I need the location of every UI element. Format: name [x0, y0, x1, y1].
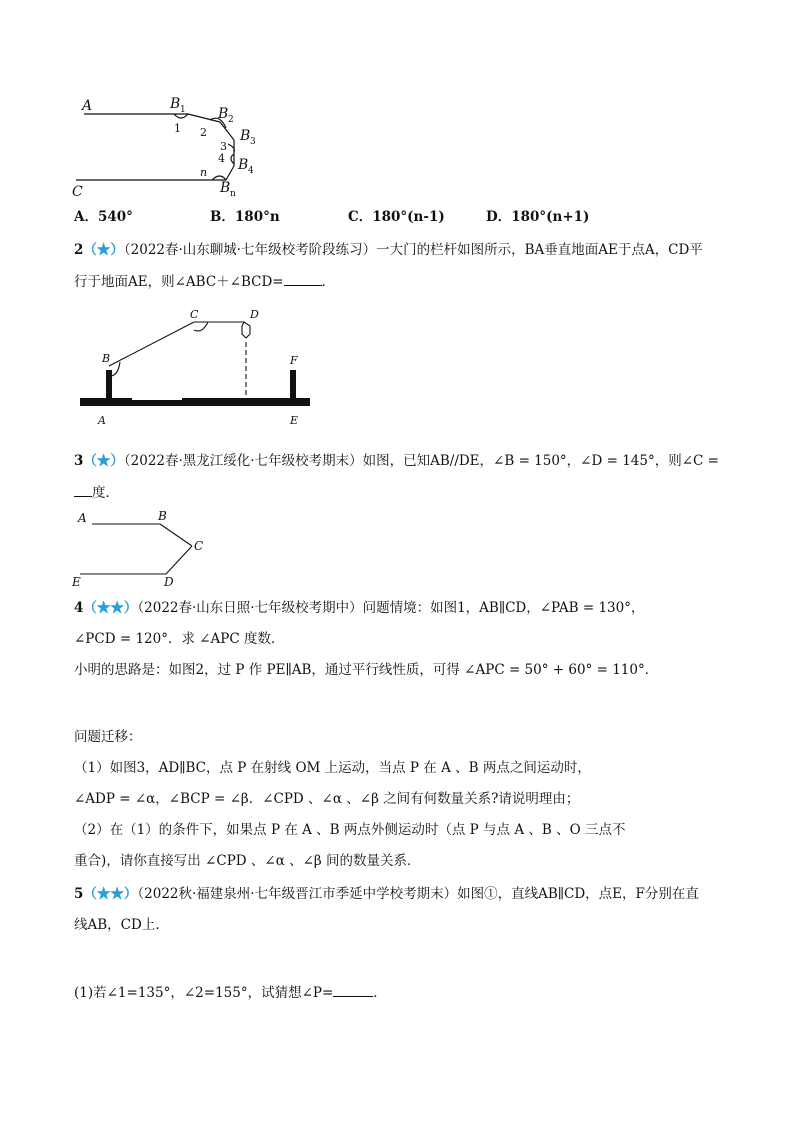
question-5-line-2: 线AB，CD上． [74, 917, 169, 933]
svg-text:3: 3 [250, 137, 256, 147]
question-4-line-1: 4（★★）（2022春·山东日照·七年级校考期中）问题情境：如图1，AB∥CD，∠PAB = 130°， [74, 600, 645, 616]
question-4-part-2-line-2: 重合)，请你直接写出 ∠CPD 、∠α 、∠β 间的数量关系． [74, 853, 421, 869]
question-4-part-1-line-2: ∠ADP = ∠α，∠BCP = ∠β．∠CPD 、∠α 、∠β 之间有何数量关系?请说明理由； [74, 791, 580, 807]
option-a[interactable]: A．540° [74, 209, 133, 225]
figure-2-gate [76, 308, 316, 428]
question-4-part-1-line-1: （1）如图3，AD∥BC，点 P 在射线 OM 上运动，当点 P 在 A 、B 两点之间运动时， [74, 760, 591, 776]
angle-2-label: 2 [200, 126, 207, 139]
difficulty-stars: （★） [83, 242, 124, 258]
svg-text:4: 4 [248, 166, 254, 176]
question-2-line-1: 2（★）（2022春·山东聊城·七年级校考阶段练习）一大门的栏杆如图所示，BA垂直地面AE于点A，CD平 [74, 242, 703, 258]
figure-3 [70, 506, 230, 590]
label-A: A [82, 98, 93, 114]
option-d[interactable]: D．180°(n+1) [486, 209, 590, 225]
gate-label-B: B [102, 352, 111, 365]
svg-text:2: 2 [228, 115, 234, 125]
figure-1-polyline [70, 92, 270, 197]
question-4-part-2-line-1: （2）在（1）的条件下，如果点 P 在 A 、B 两点外侧运动时（点 P 与点 A 、B 、O 三点不 [74, 822, 626, 838]
gate-label-A: A [98, 414, 106, 427]
label-B2: B [218, 106, 229, 122]
answer-blank[interactable] [284, 271, 322, 286]
answer-blank[interactable] [74, 482, 92, 497]
angle-4-label: 4 [218, 152, 225, 165]
fig3-label-C: C [194, 539, 204, 553]
gate-label-D: D [250, 308, 259, 321]
gate-label-F: F [290, 354, 298, 367]
question-4-line-2: ∠PCD = 120°．求 ∠APC 度数． [74, 631, 285, 647]
question-5-line-1: 5（★★）（2022秋·福建泉州·七年级晋江市季延中学校考期末）如图①，直线AB∥CD，点E，F分别在直 [74, 886, 699, 902]
answer-blank[interactable] [333, 982, 373, 997]
option-c[interactable]: C．180°(n-1) [348, 209, 445, 225]
angle-1-label: 1 [174, 122, 181, 135]
fig3-label-A: A [78, 511, 87, 525]
option-b[interactable]: B．180°n [210, 209, 280, 225]
fig3-label-E: E [72, 575, 81, 589]
question-5-sub-1: (1)若∠1=135°，∠2=155°，试猜想∠P= ． [74, 982, 387, 1003]
angle-3-label: 3 [220, 140, 227, 153]
question-2-line-2: 行于地面AE，则∠ABC＋∠BCD= ． [74, 271, 335, 292]
label-B4: B [238, 157, 249, 173]
angle-n-label: n [200, 166, 208, 179]
label-Bn: B [220, 180, 231, 196]
label-C: C [72, 184, 83, 197]
gate-label-E: E [290, 414, 299, 427]
label-B3: B [240, 128, 251, 144]
question-4-line-3: 小明的思路是：如图2，过 P 作 PE∥AB，通过平行线性质，可得 ∠APC = 50° + 60° = 110°． [74, 662, 659, 678]
label-B1: B [170, 96, 181, 112]
gate-label-C: C [190, 308, 199, 321]
svg-text:1: 1 [180, 105, 186, 115]
question-number: 2 [74, 242, 84, 258]
question-3-line-1: 3（★）（2022春·黑龙江绥化·七年级校考期末）如图，已知AB//DE，∠B = 150°，∠D = 145°，则∠C = [74, 453, 719, 469]
fig3-label-B: B [158, 509, 167, 523]
svg-text:n: n [230, 189, 236, 197]
question-3-line-2: 度． [74, 482, 119, 503]
fig3-label-D: D [164, 575, 174, 589]
problem-migration-heading: 问题迁移： [74, 729, 142, 745]
